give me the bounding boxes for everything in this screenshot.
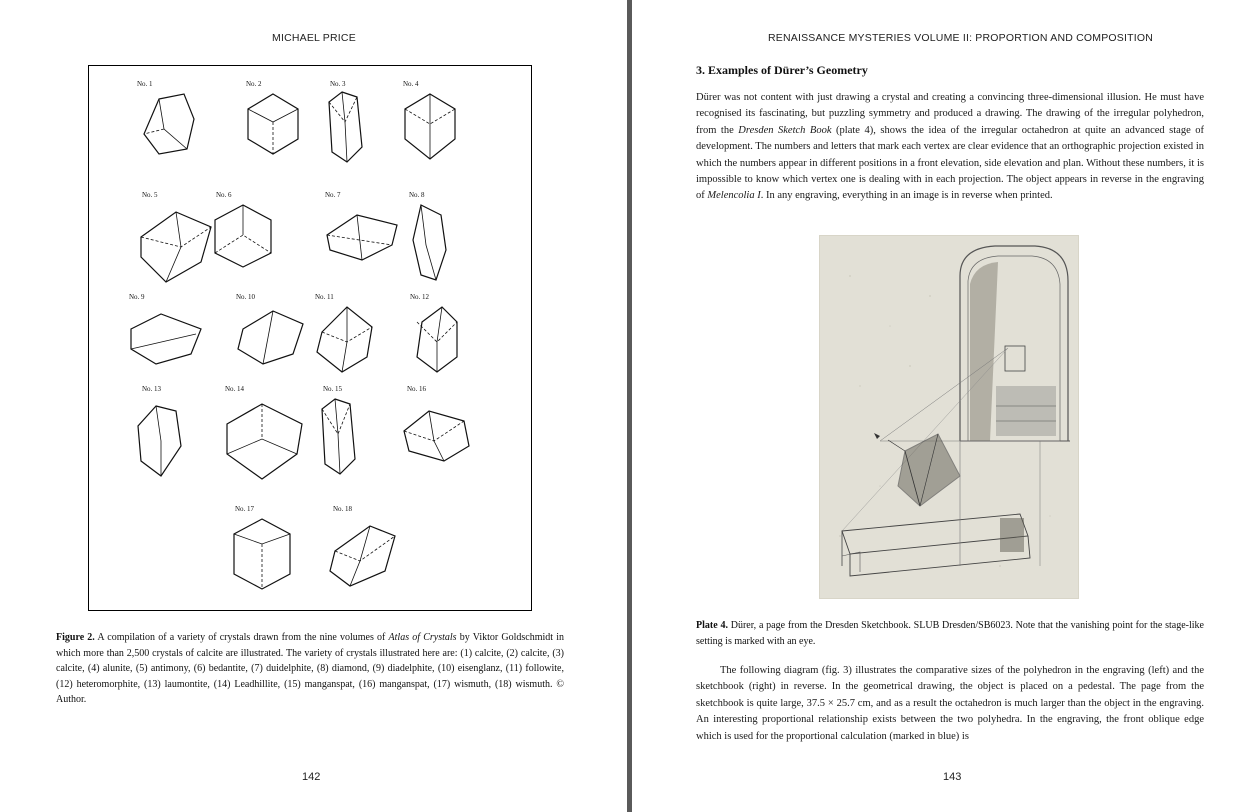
crystal-label-17: No. 17: [235, 505, 255, 513]
crystal-label-9: No. 9: [129, 293, 145, 301]
body-paragraph-1: [696, 90, 1204, 205]
crystal-drawing-4: [398, 92, 483, 177]
plate-caption: [696, 618, 1204, 649]
crystal-label-3: No. 3: [330, 80, 346, 88]
para1-italic-1: Dresden Sketch Book: [738, 124, 832, 136]
crystal-drawing-6: [211, 203, 296, 288]
crystal-label-15: No. 15: [323, 385, 343, 393]
crystal-label-11: No. 11: [315, 293, 334, 301]
crystal-label-13: No. 13: [142, 385, 162, 393]
section-heading: 3. Examples of Dürer’s Geometry: [696, 63, 868, 77]
plate-sketch-image: [819, 235, 1079, 599]
crystal-drawing-16: [397, 399, 482, 484]
plate-caption-text: Dürer, a page from the Dresden Sketchbook. SLUB Dresden/SB6023. Note that the vanishing point for the stage-like setting is marked with an eye.: [696, 620, 1204, 647]
crystal-label-10: No. 10: [236, 293, 256, 301]
crystal-drawing-18: [323, 519, 408, 604]
crystal-label-1: No. 1: [137, 80, 153, 88]
crystal-drawing-10: [231, 307, 316, 392]
sketchbook-drawing: [820, 236, 1079, 599]
crystal-label-7: No. 7: [325, 191, 341, 199]
page-number-right: 143: [943, 771, 962, 783]
crystal-drawing-5: [134, 205, 219, 290]
crystal-drawing-14: [220, 397, 305, 482]
para1-text-3: . In any engraving, everything in an image is in reverse when printed.: [760, 190, 1053, 202]
caption-text-1: A compilation of a variety of crystals drawn from the nine volumes of: [94, 632, 389, 643]
crystal-drawing-8: [409, 203, 494, 288]
crystal-drawing-13: [134, 399, 219, 484]
crystal-drawing-17: [230, 517, 315, 602]
crystal-label-12: No. 12: [410, 293, 430, 301]
crystal-label-4: No. 4: [403, 80, 419, 88]
page-number-left: 142: [302, 771, 321, 783]
plate-label: Plate 4.: [696, 620, 728, 631]
figure-caption: [56, 630, 564, 708]
para1-italic-2: Melencolia I: [707, 190, 761, 202]
crystal-label-5: No. 5: [142, 191, 158, 199]
body-paragraph-2: The following diagram (fig. 3) illustrates the comparative sizes of the polyhedron in the engraving (left) and the sketchbook (right) in reverse. In the geometrical drawing, the object is placed on a pedestal. The page from the sketchbook is quite large, 37.5 × 25.7 cm, and as a result the octahedron is much larger than the object in the engraving. An interesting proportional relationship exists between the two polyhedra. In the engraving, the front oblique edge which is used for the proportional calculation (marked in blue) is: [696, 665, 1204, 742]
crystal-label-8: No. 8: [409, 191, 425, 199]
left-page: [0, 0, 627, 812]
crystal-label-18: No. 18: [333, 505, 353, 513]
crystal-label-14: No. 14: [225, 385, 245, 393]
crystal-drawing-12: [410, 305, 495, 390]
crystal-drawing-9: [124, 307, 209, 392]
caption-text-2: by Viktor Goldschmidt in which more than 2,500 crystals of calcite are illustrated. The variety of crystals illustrated here are: (1) calcite, (2) calcite, (3) calcite, (4) alunite, (5) antimony, (6) bedantite, (7) duidelphite, (8) diamond, (9) diadelphite, (10) eisenglanz, (11) followite, (12) heteromorphite, (13) laumontite, (14) Leadhillite, (15) manganspat, (16) manganspat, (17) wismuth, (18) wismuth. © Author.: [56, 632, 564, 705]
crystal-drawing-11: [310, 305, 395, 390]
crystal-label-16: No. 16: [407, 385, 427, 393]
crystal-drawing-1: [137, 92, 222, 177]
figure-label: Figure 2.: [56, 632, 95, 643]
para1-text-2: (plate 4), shows the idea of the irregular octahedron at quite an advanced stage of development. The numbers and letters that mark each vertex are clear evidence that an orthographic projection existed in which the numbers appear in different positions in a front elevation, side elevation and plan. Without these numbers, it is impossible to know which vertex one is dealing with in each projection. The object appears in reverse in the engraving of: [696, 124, 1205, 202]
running-head-left: MICHAEL PRICE: [272, 32, 356, 44]
crystal-label-2: No. 2: [246, 80, 262, 88]
crystal-drawing-7: [320, 203, 405, 288]
running-head-right: RENAISSANCE MYSTERIES VOLUME II: PROPORTION AND COMPOSITION: [768, 32, 1154, 44]
crystal-drawing-15: [318, 397, 403, 482]
crystal-label-6: No. 6: [216, 191, 232, 199]
right-page: [632, 0, 1259, 812]
caption-book-title: Atlas of Crystals: [388, 632, 457, 643]
crystal-figure: [88, 65, 532, 611]
para1-text-1: Dürer was not content with just drawing a crystal and creating a convincing three-dimensional illusion. He must have recognised its fascinating, but puzzling symmetry and produced a drawing. The drawing of the irregular polyhedron, from the: [696, 92, 1204, 136]
crystal-drawing-2: [241, 92, 326, 177]
